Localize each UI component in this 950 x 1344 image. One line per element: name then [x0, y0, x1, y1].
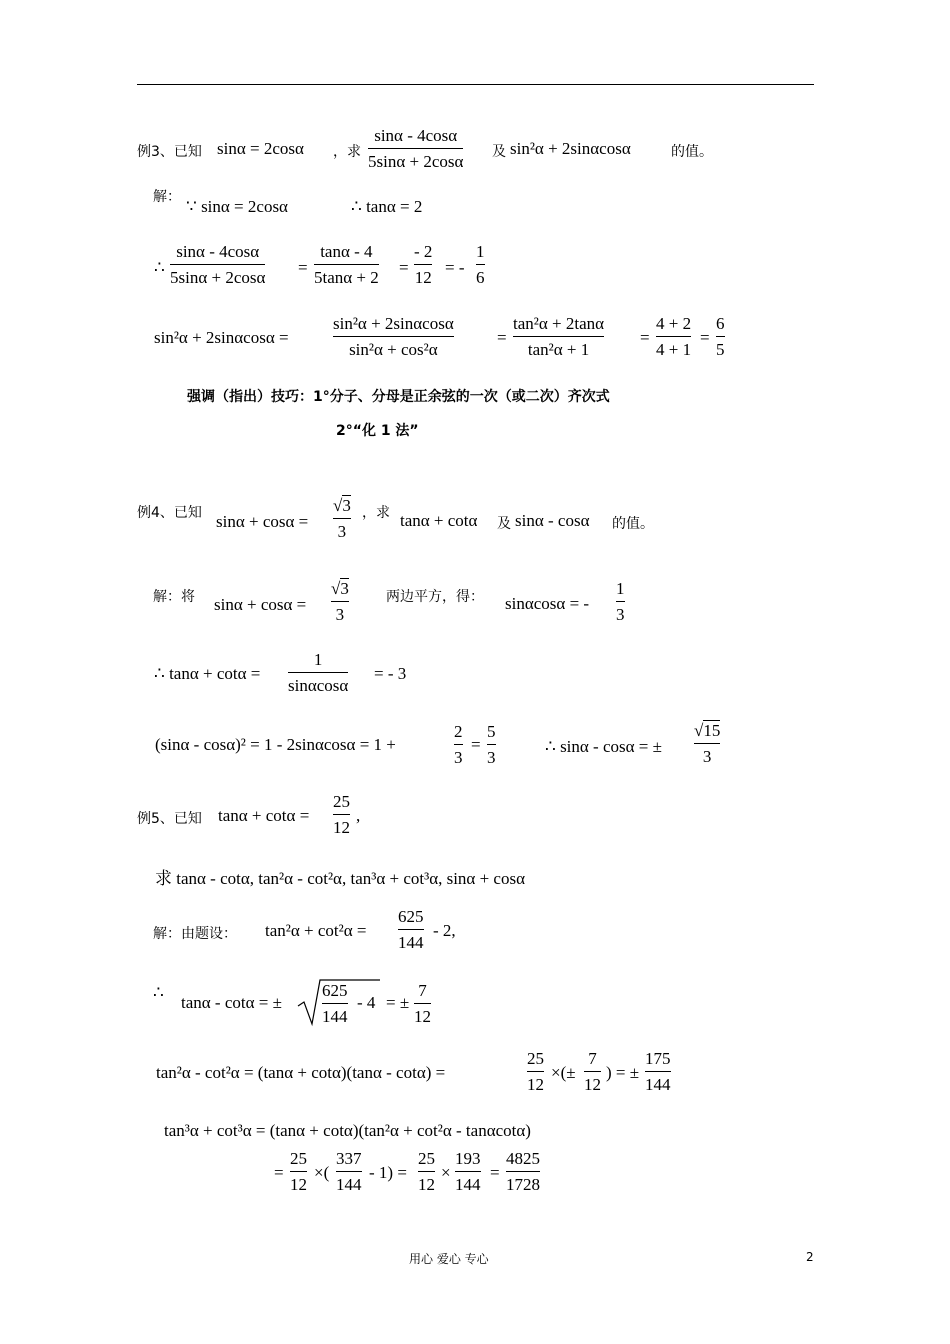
- ex3-line3-frac2: tan²α + 2tanα tan²α + 1: [513, 314, 605, 359]
- ex4-ask: ，求: [362, 505, 390, 521]
- times: ×: [441, 1163, 451, 1182]
- radical-sign-icon: √: [694, 721, 704, 740]
- ex4-sqrt3-over-3: √3 3: [333, 496, 351, 541]
- ex5-line2-frac: 7 12: [414, 981, 431, 1026]
- equals: =: [490, 1163, 500, 1182]
- ex3-sol-line1b: ∴ tanα = 2: [351, 197, 423, 216]
- numerator: sinα - 4cosα: [374, 126, 458, 145]
- ex5-line5-frac3: 25 12: [418, 1149, 435, 1194]
- ex5-sol-expr: tan²α + cot²α =: [265, 921, 367, 940]
- ex3-line3-lead: sin²α + 2sinαcosα =: [154, 328, 289, 347]
- sqrt-15: √15: [694, 721, 721, 740]
- ex5-line5-frac1: 25 12: [290, 1149, 307, 1194]
- ex4-solution-label: 解：将: [153, 589, 195, 605]
- therefore-symbol: ∴: [153, 983, 164, 1002]
- ex4-sqrt15-over-3: √15 3: [694, 721, 721, 766]
- therefore-symbol: ∴: [154, 258, 165, 277]
- ex5-sol-frac: 625 144: [398, 907, 424, 952]
- ex4-line2-frac: 1 sinαcosα: [288, 650, 349, 695]
- ex5-heading: 例5、已知: [137, 811, 202, 827]
- ex5-line5-close: - 1) =: [369, 1163, 407, 1182]
- ex4-condition: sinα + cosα =: [216, 512, 309, 531]
- equals: =: [640, 328, 650, 347]
- ex4-sol-mid: 两边平方，得：: [386, 589, 484, 605]
- sqrt-3: √3: [333, 496, 351, 515]
- ex5-line3-frac1: 25 12: [527, 1049, 544, 1094]
- equals: =: [497, 328, 507, 347]
- ex5-line3-mid: ×(±: [551, 1063, 576, 1082]
- ex4-heading: 例4、已知: [137, 505, 202, 521]
- ex5-line3-frac2: 7 12: [584, 1049, 601, 1094]
- ex4-sol-sqrt3-over-3: √3 3: [331, 579, 349, 624]
- ex3-solution-label: 解：: [153, 189, 181, 205]
- ex4-tail: 的值。: [612, 516, 654, 532]
- ex3-tail: 的值。: [671, 144, 713, 160]
- comma: ,: [356, 806, 361, 825]
- ex4-sol-result: sinαcosα = -: [505, 594, 590, 613]
- ex3-condition: sinα = 2cosα: [217, 139, 304, 158]
- ex5-line5-frac4: 193 144: [455, 1149, 481, 1194]
- equals: =: [471, 735, 481, 754]
- ex3-heading: 例3、已知: [137, 144, 202, 160]
- ex4-line3-result: ∴ sinα - cosα = ±: [545, 737, 662, 756]
- ex5-line5-frac2: 337 144: [336, 1149, 362, 1194]
- ex4-line2-tail: = - 3: [374, 664, 407, 683]
- ex4-line2-lead: ∴ tanα + cotα =: [154, 664, 261, 683]
- ex5-line3-expr: tan²α - cot²α = (tanα + cotα)(tanα - cotα) =: [156, 1063, 446, 1082]
- ex4-expr1: tanα + cotα: [400, 511, 478, 530]
- ex4-line3-frac1: 2 3: [454, 722, 463, 767]
- radical-sign-icon: √: [333, 496, 343, 515]
- ex3-line3-frac1: sin²α + 2sinαcosα sin²α + cos²α: [333, 314, 454, 359]
- equals: =: [399, 258, 409, 277]
- ex3-line2-frac4: 1 6: [476, 242, 485, 287]
- emphasis-note-2: 2°“化 1 法”: [336, 423, 419, 439]
- ex5-line2-expr: tanα - cotα = ±: [181, 993, 282, 1012]
- ex4-sol-result-frac: 1 3: [616, 579, 625, 624]
- ex3-and: 及: [492, 144, 506, 160]
- ex5-line2-radicand-frac: 625 144: [322, 981, 348, 1026]
- ex4-line3-frac2: 5 3: [487, 722, 496, 767]
- ex5-line4-expr: tan³α + cot³α = (tanα + cotα)(tan²α + cot²α - tanαcotα): [164, 1121, 531, 1140]
- ex5-ask: 求 tanα - cotα, tan²α - cot²α, tan³α + cot³α, sinα + cosα: [155, 869, 525, 888]
- ex5-line3-close: ) = ±: [606, 1063, 640, 1082]
- equals: =: [298, 258, 308, 277]
- ex3-fraction: [368, 126, 463, 172]
- ex5-line2-minus4: - 4: [357, 993, 376, 1012]
- ex4-line3-lead: (sinα - cosα)² = 1 - 2sinαcosα = 1 +: [155, 735, 396, 754]
- ex5-line5-frac5: 4825 1728: [506, 1149, 540, 1194]
- ex3-ask: ，求: [333, 144, 361, 160]
- emphasis-note-1: 强调（指出）技巧：1°分子、分母是正余弦的一次（或二次）齐次式: [187, 389, 610, 405]
- radical-sign-icon: √: [331, 579, 341, 598]
- equals: =: [274, 1163, 284, 1182]
- header-rule: [137, 84, 814, 85]
- footer-slogan: 用心 爱心 专心: [409, 1252, 489, 1266]
- ex5-cond-frac: 25 12: [333, 792, 350, 837]
- ex3-expr: sin²α + 2sinαcosα: [510, 139, 631, 158]
- ex5-condition: tanα + cotα =: [218, 806, 310, 825]
- ex4-sol-cond: sinα + cosα =: [214, 595, 307, 614]
- ex4-expr2: sinα - cosα: [515, 511, 590, 530]
- ex3-line3-frac4: 6 5: [716, 314, 725, 359]
- equals: =: [700, 328, 710, 347]
- sqrt-3: √3: [331, 579, 349, 598]
- ex4-and: 及: [497, 516, 511, 532]
- ex5-line5-mid: ×(: [314, 1163, 330, 1182]
- equals-negative: = -: [445, 258, 465, 277]
- ex3-line2-frac1: sinα - 4cosα 5sinα + 2cosα: [170, 242, 266, 287]
- ex3-line2-frac3: - 2 12: [414, 242, 433, 287]
- ex5-line3-frac3: 175 144: [645, 1049, 671, 1094]
- ex3-line3-frac3: 4 + 2 4 + 1: [656, 314, 692, 359]
- ex5-sol-tail: - 2,: [433, 921, 456, 940]
- ex5-line2-pm: = ±: [386, 993, 410, 1012]
- denominator: 5sinα + 2cosα: [368, 152, 464, 171]
- ex3-sol-line1a: ∵ sinα = 2cosα: [186, 197, 288, 216]
- ex3-line2-frac2: tanα - 4 5tanα + 2: [314, 242, 379, 287]
- page-number: 2: [806, 1250, 814, 1264]
- ex5-solution-label: 解：由题设：: [153, 926, 237, 942]
